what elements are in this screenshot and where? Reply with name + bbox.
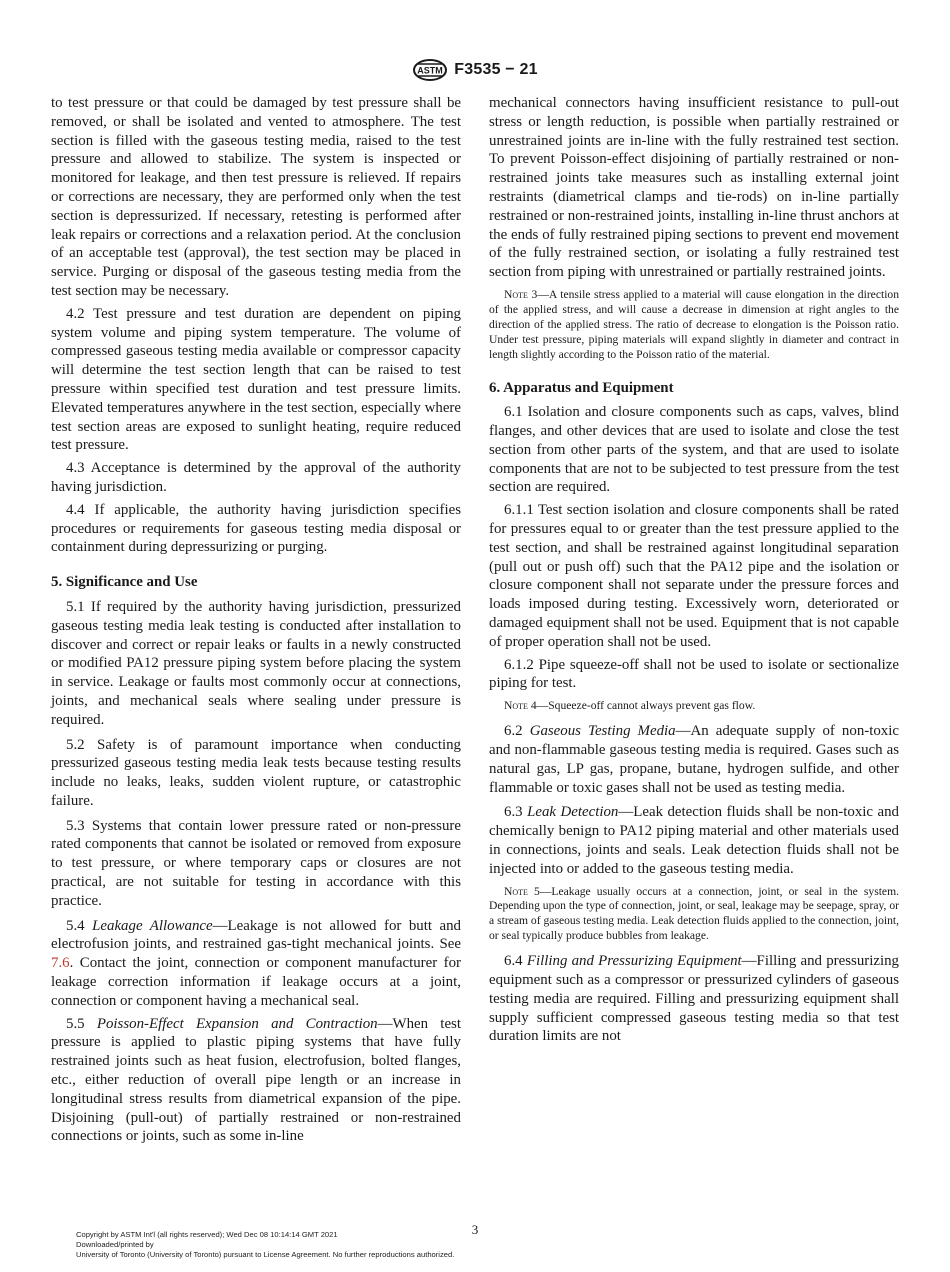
paragraph-4-1-continued: to test pressure or that could be damaged by test pressure shall be removed, or shall be isolated and vented to atmosphere. The test section is filled with the gaseous testing media, raised to the test pressure and allowed to stabilize. The system is inspected or monitored for leakage, and then test pressure is relieved. If repairs or corrections are necessary, they are performed only when the test section is depressurized. If necessary, retesting is performed after leak repairs or corrections and a relaxation period. At the conclusion of an acceptable test (approval), the test section may be placed in service. Purging or disposal of the gaseous testing media from the test section may be necessary. <box>51 95 461 299</box>
footer-line: Copyright by ASTM Int'l (all rights reserved); Wed Dec 08 10:14:14 GMT 2021 <box>76 1230 338 1239</box>
paragraph-number: 5.5 <box>66 1015 85 1032</box>
section-6-heading: 6. Apparatus and Equipment <box>489 379 674 396</box>
paragraph-6-4 <box>489 952 899 1046</box>
note-text: —A tensile stress applied to a material will cause elongation in the direction of the applied stress, and will cause a decrease in dimension at right angles to the direction of the applied stress. The ratio of decrease to elongation is the Poisson ratio. Under test pressure, piping materials will expand slightly in diameter and contract in length slightly according to the Poisson ratio of the material. <box>489 287 900 361</box>
note-text: —Leakage usually occurs at a connection, joint, or seal in the system. Depending upon the type of connection, joint, or seal, leakage may be seepage, spray, or a stream of gaseous testing media. Leak detection fluids applied to the connection, joint, or seal typically produce bubbles from leakage. <box>489 884 899 943</box>
svg-text:ASTM: ASTM <box>417 65 444 76</box>
document-designation: F3535 − 21 <box>454 61 538 78</box>
paragraph-text: —Filling and pressurizing equipment such as a compressor or pressurized cylinders of gaseous testing media are required. Filling and pressurizing equipment shall supply sufficient compressed gaseous testing media so that test duration limits are not <box>489 953 899 1045</box>
paragraph-number: 6.4 <box>504 953 523 970</box>
paragraph-6-1-2: 6.1.2 Pipe squeeze-off shall not be used to isolate or sectionalize piping for test. <box>489 656 899 692</box>
paragraph-text: —When test pressure is applied to plastic piping systems that have fully restrained joints such as heat fusion, electrofusion, bolted flanges, etc., either reduction of overall pipe length or an increase in longitudinal stress results from diametrical expansion of the pipe. Disjoining (pull-out) of partially restrained or non-restrained connections or joints, such as some in-line <box>51 1015 461 1145</box>
paragraph-5-3: 5.3 Systems that contain lower pressure rated or non-pressure rated components that cannot be isolated or removed from exposure to test pressure, or where temporary caps or closures are not practical, are not suitable for testing in accordance with this practice. <box>51 817 461 909</box>
note-5 <box>489 885 899 945</box>
footer-line: Downloaded/printed by <box>76 1240 154 1249</box>
paragraph-4-3: 4.3 Acceptance is determined by the approval of the authority having jurisdiction. <box>51 460 461 495</box>
paragraph-5-5-continued: mechanical connectors having insufficient resistance to pull-out stress or length reduction, is possible when partially restrained or unrestrained joints are in-line with the fully restrained test section. To prevent Poisson-effect disjoining of partially restrained or non-restrained joints take measures such as installing external joint restraints (diametrical clamps and tie-rods) on in-line partially restrained or non-restrained joints, installing in-line thrust anchors at the ends of fully restrained piping sections to prevent end movement of the fully restrained section, or isolating a fully restrained test section from piping with unrestrained or partially restrained joints. <box>489 95 899 281</box>
section-7-6-link[interactable]: 7.6 <box>51 955 70 972</box>
paragraph-title: Poisson-Effect Expansion and Contraction <box>96 1015 378 1032</box>
paragraph-5-5 <box>51 1015 461 1147</box>
copyright-footer <box>76 1230 676 1260</box>
note-3 <box>489 288 899 363</box>
paragraph-5-1: 5.1 If required by the authority having jurisdiction, pressurized gaseous testing media leak testing is conducted after installation to discover and correct or repair leaks or faults in a newly constructed or modified PA12 pressure piping system before placing the system in service. Leakage or faults most commonly occur at connections, joints, and mechanical seals where sealing under pressure is required. <box>51 598 461 728</box>
page-number: 3 <box>471 1222 479 1237</box>
paragraph-number: 5.4 <box>66 917 85 934</box>
paragraph-title: Leakage Allowance <box>92 917 213 934</box>
paragraph-title: Filling and Pressurizing Equipment <box>526 953 742 970</box>
note-label: Note 5 <box>504 884 540 898</box>
paragraph-6-1-1: 6.1.1 Test section isolation and closure components shall be rated for pressures equal to or greater than the test pressure applied to the test section, and shall be restrained against longitudinal separation (pull out or push off) such that the PA12 pipe and the isolation or closure component shall not separate under the pressure forces and loads imposed during testing. Excessively worn, deteriorated or damaged equipment shall not be used. Equipment that is not capable of proper operation shall not be used. <box>489 502 899 650</box>
page-header <box>0 56 950 84</box>
paragraph-4-2: 4.2 Test pressure and test duration are dependent on piping system volume and piping system temperature. The volume of compressed gaseous testing media available or compressor capacity will determine the test section length that can be raised to test pressure within specified test duration and test pressure limits. Elevated temperatures anywhere in the test section, especially where test section areas are exposed to sunlight heating, require reduced test pressure. <box>51 305 461 454</box>
note-4 <box>489 699 899 714</box>
paragraph-title: Gaseous Testing Media <box>529 723 676 740</box>
paragraph-4-4: 4.4 If applicable, the authority having jurisdiction specifies procedures or requirements for gaseous testing media disposal or containment during depressurizing or purging. <box>51 501 461 556</box>
paragraph-title: Leak Detection <box>527 804 619 821</box>
paragraph-5-4 <box>51 917 461 1011</box>
paragraph-text: —Leak detection fluids shall be non-toxic and chemically benign to PA12 piping material and other materials used in connections, joints and seals. Leak detection fluids shall not be injected into or added to the gaseous testing media. <box>489 804 899 877</box>
paragraph-text: . Contact the joint, connection or component manufacturer for leakage correction information if leakage occurs at a joint, connection or component having a mechanical seal. <box>51 955 461 1009</box>
note-label: Note 4 <box>504 699 537 713</box>
right-column <box>489 94 899 1050</box>
paragraph-5-2: 5.2 Safety is of paramount importance when conducting pressurized gaseous testing media leak tests because testing results include no leaks, leaks, sudden violent rupture, or catastrophic failure. <box>51 736 461 809</box>
section-5-heading: 5. Significance and Use <box>51 574 198 591</box>
note-label: Note 3 <box>504 287 538 301</box>
note-text: —Squeeze-off cannot always prevent gas flow. <box>536 699 756 713</box>
paragraph-6-1: 6.1 Isolation and closure components such as caps, valves, blind flanges, and other devices that are used to isolate and close the test section from other parts of the system, and that are used to isolate components that are not to be subjected to test pressure from the test section are required. <box>489 404 899 496</box>
astm-logo-icon <box>412 58 448 82</box>
paragraph-6-2 <box>489 722 899 797</box>
left-column <box>51 94 461 1150</box>
footer-line: University of Toronto (University of Toronto) pursuant to License Agreement. No further reproductions authorized. <box>76 1250 455 1259</box>
paragraph-text: —An adequate supply of non-toxic and non-flammable gaseous testing media is required. Gases such as natural gas, LP gas, propane, butane, hydrogen sulfide, and other flammable or toxic gases shall not be used as testing media. <box>489 723 899 796</box>
paragraph-number: 6.2 <box>504 723 523 740</box>
paragraph-text: —Leakage is not allowed for butt and electrofusion joints, and restrained gas-tight mechanical joints. See <box>51 917 461 953</box>
paragraph-6-3 <box>489 803 899 878</box>
paragraph-number: 6.3 <box>504 804 523 821</box>
